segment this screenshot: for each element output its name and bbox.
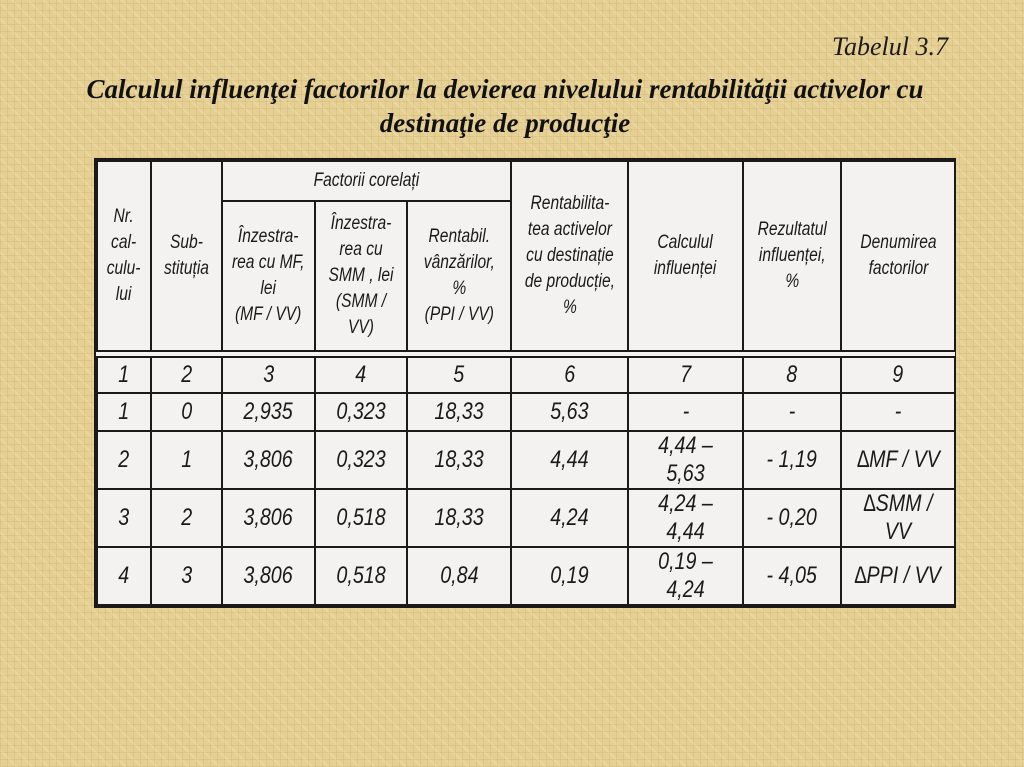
page-title: Calculul influenţei factorilor la devierea nivelului rentabilităţii activelor cu destinaţie de producţie [86,74,924,138]
column-number-row [97,357,955,393]
table-cell: 0,84 [407,547,511,605]
table-cell: - 4,05 [743,547,841,605]
table-cell: - [743,393,841,431]
table-cell: 4,24 [511,489,628,547]
table-cell: 3 [151,547,222,605]
table-cell: 3,806 [222,431,315,489]
table-cell: 0 [151,393,222,431]
table-cell: 5,63 [511,393,628,431]
table-cell: 18,33 [407,489,511,547]
table-cell: 1 [151,431,222,489]
table-cell: 0,19 – 4,24 [628,547,743,605]
table-cell: 0,323 [315,431,407,489]
table-cell: 2,935 [222,393,315,431]
table-cell: 0,19 [511,547,628,605]
header-inzestrarea-smm: Înzestra- rea cu SMM , lei (SMM / VV) [315,201,407,351]
table-cell: 4 [97,547,151,605]
table-cell: ∆PPI / VV [841,547,955,605]
table-cell: 18,33 [407,431,511,489]
column-number-cell: 3 [222,357,315,393]
table-cell: - [628,393,743,431]
column-number-cell: 1 [97,357,151,393]
table-cell: 1 [97,393,151,431]
header-calculul-influentei: Calculul influenței [628,161,743,351]
table-cell: - 0,20 [743,489,841,547]
table-cell: 2 [151,489,222,547]
header-inzestrarea-mf: Înzestra- rea cu MF, lei (MF / VV) [222,201,315,351]
table-cell: - [841,393,955,431]
table-cell: 3,806 [222,547,315,605]
table-cell: 0,518 [315,547,407,605]
table-cell: 4,44 [511,431,628,489]
table-cell: ∆MF / VV [841,431,955,489]
table-number-label: Tabelul 3.7 [831,32,948,61]
table-cell: 2 [97,431,151,489]
header-rezultatul-influentei: Rezultatul influenței, % [743,161,841,351]
column-number-cell: 4 [315,357,407,393]
header-rentabilitatea-activelor: Rentabilita- tea activelor cu destinație de producție, % [511,161,628,351]
column-number-cell: 8 [743,357,841,393]
table-cell: - 1,19 [743,431,841,489]
column-number-cell: 2 [151,357,222,393]
column-number-cell: 9 [841,357,955,393]
table-cell: 0,323 [315,393,407,431]
header-substitutia: Sub- stituția [151,161,222,351]
table-cell: 4,24 – 4,44 [628,489,743,547]
header-nr-calcului: Nr. cal- culu- lui [97,161,151,351]
table-row [97,393,955,431]
header-rentabil-vanzarilor: Rentabil. vânzărilor, % (PPI / VV) [407,201,511,351]
factor-influence-table [94,158,956,608]
column-number-cell: 5 [407,357,511,393]
header-factorii-corelati: Factorii corelați [222,161,511,201]
table-cell: 18,33 [407,393,511,431]
table-row [97,431,955,489]
table-row [97,489,955,547]
table-cell: 3 [97,489,151,547]
table-row [97,547,955,605]
column-number-cell: 7 [628,357,743,393]
table-cell: ∆SMM / VV [841,489,955,547]
table-cell: 4,44 – 5,63 [628,431,743,489]
table-cell: 3,806 [222,489,315,547]
header-denumirea-factorilor: Denumirea factorilor [841,161,955,351]
column-number-cell: 6 [511,357,628,393]
table-cell: 0,518 [315,489,407,547]
